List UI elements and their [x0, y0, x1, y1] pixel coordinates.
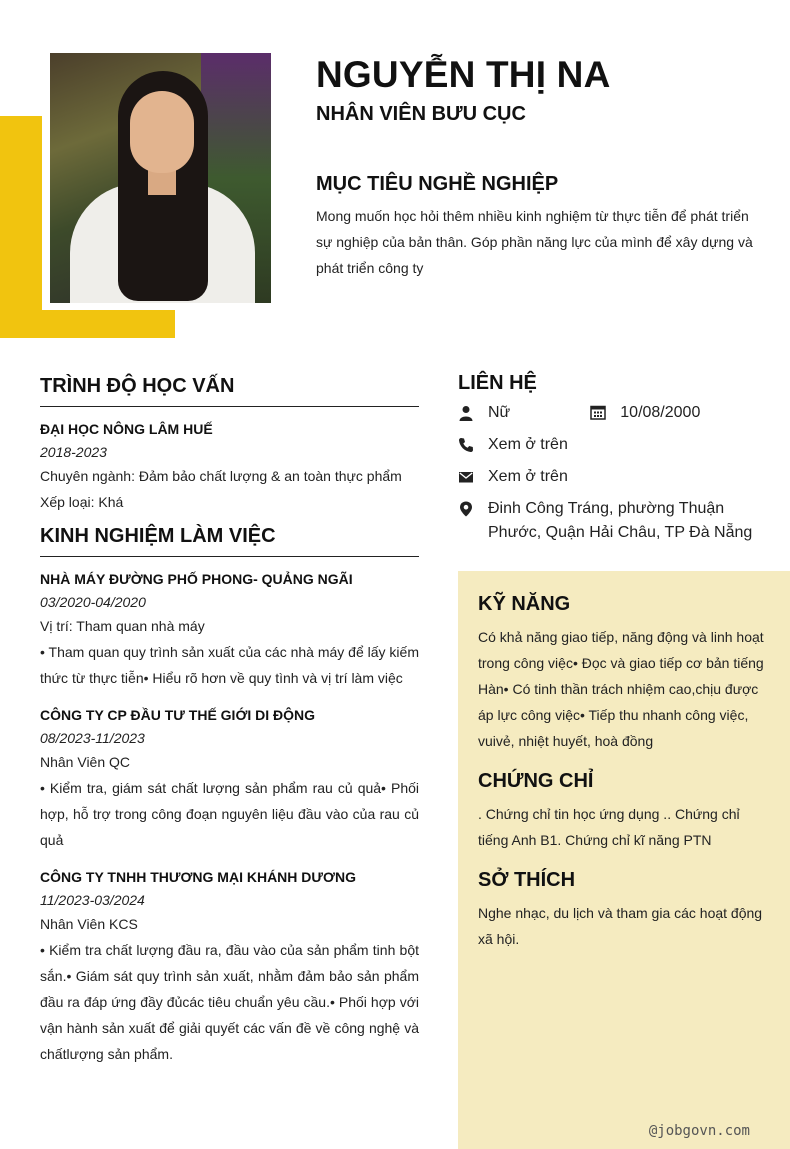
education-school: ĐẠI HỌC NÔNG LÂM HUẾ: [40, 421, 213, 437]
hobbies-text: Nghe nhạc, du lịch và tham gia các hoạt động xã hội.: [478, 905, 763, 947]
job-company: CÔNG TY CP ĐẦU TƯ THẾ GIỚI DI ĐỘNG: [40, 707, 316, 723]
phone-icon: [458, 437, 474, 455]
contact-phone: Xem ở trên: [488, 436, 568, 453]
profile-photo: [50, 53, 271, 303]
contact-dob: 10/08/2000: [620, 404, 701, 421]
job-description: • Kiểm tra chất lượng đầu ra, đầu vào của sản phẩm tinh bột sắn.• Giám sát quy trình sản xuất, nhằm đảm bảo sản phẩm đầu ra đáp ứng đầy đủcác tiêu chuẩn yêu cầu.• Phối hợp với vận hành sản xuất để giải quyết các vấn đề về công nghệ và chấtlượng sản phẩm.: [40, 942, 419, 1062]
objective-title: MỤC TIÊU NGHỀ NGHIỆP: [316, 173, 559, 195]
contact-gender: Nữ: [488, 404, 511, 421]
contact-email: Xem ở trên: [488, 468, 568, 485]
contact-row-email: [458, 465, 778, 489]
contact-row-gender-dob: [458, 401, 778, 425]
job-description: • Tham quan quy trình sản xuất của các nhà máy để lấy kiếm thức từ thực tiễn• Hiểu rõ hơn về quy tình và vị trí làm việc: [40, 644, 419, 686]
side-panel: [458, 571, 790, 1149]
watermark: @jobgovn.com: [648, 1123, 750, 1139]
education-years: 2018-2023: [40, 444, 107, 460]
candidate-name: NGUYỄN THỊ NA: [316, 54, 611, 95]
contact-section: [458, 372, 778, 553]
job-period: 11/2023-03/2024: [40, 892, 145, 908]
job-position: Nhân Viên KCS: [40, 916, 138, 932]
job-entry: [40, 567, 419, 691]
skills-text: Có khả năng giao tiếp, năng động và linh hoạt trong công việc• Đọc và giao tiếp cơ bản tiếng Hàn• Có tinh thần trách nhiệm cao,chịu được áp lực công việc• Tiếp thu nhanh công việc, vuivẻ, nhiệt huyết, hoà đồng: [478, 629, 764, 749]
job-position: Vị trí: Tham quan nhà máy: [40, 618, 205, 634]
certificates-text: . Chứng chỉ tin học ứng dụng .. Chứng chỉ tiếng Anh B1. Chứng chỉ kĩ năng PTN: [478, 806, 740, 848]
objective-text: Mong muốn học hỏi thêm nhiều kinh nghiệm từ thực tiễn để phát triển sự nghiệp của bản thân. Góp phần năng lực của mình để xây dựng và phát triển công ty: [316, 208, 753, 276]
hobbies-title: SỞ THÍCH: [478, 869, 576, 891]
calendar-icon: [590, 404, 606, 422]
contact-title: LIÊN HỆ: [458, 372, 537, 394]
education-major: Chuyên ngành: Đảm bảo chất lượng & an toàn thực phẩm: [40, 468, 402, 484]
contact-address: Đinh Công Tráng, phường Thuận Phước, Quận Hải Châu, TP Đà Nẵng: [488, 500, 753, 541]
job-entry: [40, 865, 419, 1067]
contact-row-phone: [458, 433, 778, 457]
location-pin-icon: [458, 501, 474, 519]
candidate-role: NHÂN VIÊN BƯU CỤC: [316, 103, 526, 125]
education-title: TRÌNH ĐỘ HỌC VẤN: [40, 375, 419, 407]
job-company: CÔNG TY TNHH THƯƠNG MẠI KHÁNH DƯƠNG: [40, 869, 356, 885]
job-period: 08/2023-11/2023: [40, 730, 145, 746]
left-column: [40, 375, 419, 1079]
person-icon: [458, 405, 474, 423]
job-position: Nhân Viên QC: [40, 754, 131, 770]
envelope-icon: [458, 469, 474, 487]
education-grade: Xếp loại: Khá: [40, 494, 124, 510]
certificates-title: CHỨNG CHỈ: [478, 770, 594, 792]
skills-title: KỸ NĂNG: [478, 593, 571, 615]
job-company: NHÀ MÁY ĐƯỜNG PHỐ PHONG- QUẢNG NGÃI: [40, 571, 353, 587]
contact-row-address: [458, 497, 778, 545]
job-period: 03/2020-04/2020: [40, 594, 146, 610]
job-entry: [40, 703, 419, 853]
experience-title: KINH NGHIỆM LÀM VIỆC: [40, 525, 419, 557]
job-description: • Kiểm tra, giám sát chất lượng sản phẩm rau củ quả• Phối hợp, hỗ trợ trong công đoạn nguyên liệu đầu vào của rau củ quả: [40, 780, 419, 848]
